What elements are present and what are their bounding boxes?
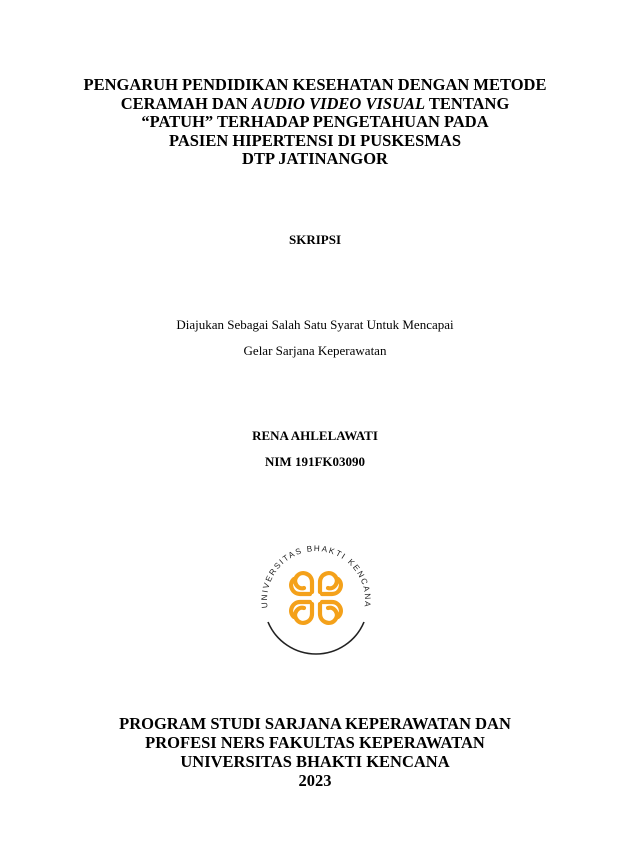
university-logo: [254, 536, 378, 660]
title-line-3: “PATUH” TERHADAP PENGETAHUAN PADA: [141, 112, 489, 131]
institution-line-1: PROGRAM STUDI SARJANA KEPERAWATAN DAN: [119, 714, 511, 733]
logo-emblem: [291, 573, 341, 623]
logo-ring-text: UNIVERSITAS BHAKTI KENCANA: [259, 544, 373, 609]
title-line-2-italic: AUDIO VIDEO VISUAL: [251, 93, 426, 113]
purpose-line-2: Gelar Sarjana Keperawatan: [243, 343, 387, 358]
title-line-1: PENGARUH PENDIDIKAN KESEHATAN DENGAN METODE: [83, 75, 547, 94]
purpose-line-1: Diajukan Sebagai Salah Satu Syarat Untuk Mencapai: [176, 317, 454, 332]
author-name: RENA AHLELAWATI: [252, 428, 378, 443]
logo-ring-arc: [268, 622, 364, 654]
title-line-2: [40, 95, 590, 114]
thesis-title: [40, 76, 590, 169]
title-line-2-start: CERAMAH DAN: [120, 93, 252, 113]
title-line-4: PASIEN HIPERTENSI DI PUSKESMAS: [168, 130, 462, 150]
title-line-2-end: TENTANG: [425, 93, 510, 113]
institution-line-3: UNIVERSITAS BHAKTI KENCANA: [180, 752, 450, 771]
document-type: SKRIPSI: [288, 232, 342, 247]
institution-line-2: PROFESI NERS FAKULTAS KEPERAWATAN: [145, 733, 485, 752]
institution-block: [40, 714, 590, 790]
title-line-5: DTP JATINANGOR: [242, 149, 388, 168]
author-nim: NIM 191FK03090: [264, 454, 366, 469]
publication-year: 2023: [298, 771, 332, 790]
